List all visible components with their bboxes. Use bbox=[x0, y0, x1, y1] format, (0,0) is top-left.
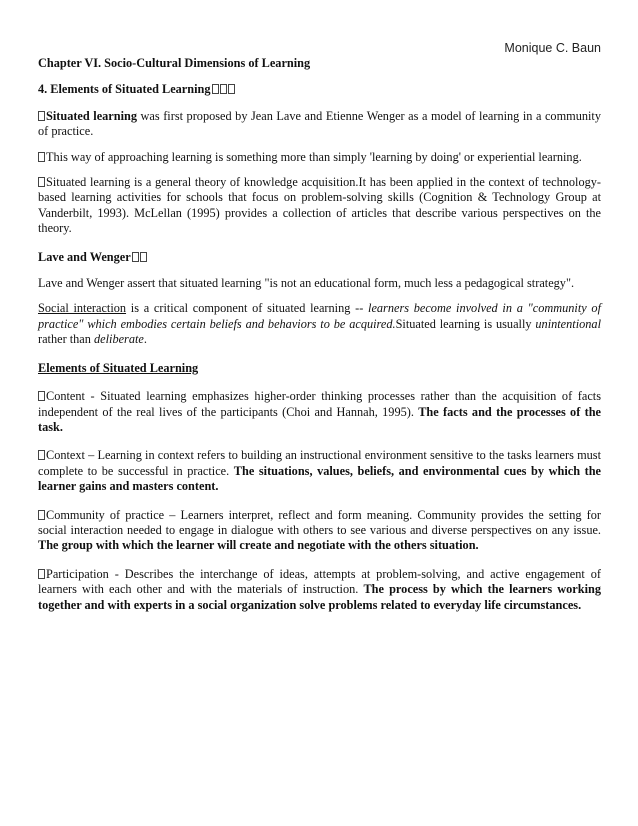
document-body bbox=[38, 56, 601, 623]
author-name: Monique C. Baun bbox=[504, 41, 601, 55]
missing-glyph-icon bbox=[38, 177, 45, 187]
missing-glyph-icons bbox=[212, 82, 236, 96]
element-text: Content - Situated learning emphasizes higher-order thinking processes rather than the acquisition of facts independent of the real lives of the participants (Choi and Hannah, 1995). bbox=[38, 389, 601, 419]
social-text-2: Situated learning is usually bbox=[395, 316, 536, 331]
missing-glyph-icon bbox=[38, 391, 45, 401]
intro-term: Situated learning bbox=[46, 108, 137, 123]
social-text-4: . bbox=[143, 332, 147, 347]
element-participation bbox=[38, 567, 601, 613]
element-community-of-practice bbox=[38, 508, 601, 554]
elements-heading-text: Elements of Situated Learning bbox=[38, 360, 199, 375]
approach-text: This way of approaching learning is something more than simply 'learning by doing' or experiential learning. bbox=[46, 149, 582, 164]
intro-text: was first proposed by Jean Lave and Etienne Wenger as a model of learning in a community of practice. bbox=[38, 108, 601, 139]
missing-glyph-icon bbox=[38, 450, 45, 460]
element-bold-text: The situations, values, beliefs, and environmental cues by which the learner gains and masters content. bbox=[38, 463, 602, 494]
social-text-3: rather than bbox=[38, 332, 94, 347]
missing-glyph-icon bbox=[38, 510, 45, 520]
lave-wenger-heading bbox=[38, 250, 601, 265]
social-interaction-paragraph bbox=[38, 301, 601, 347]
element-content bbox=[38, 389, 601, 435]
social-text-1: is a critical component of situated learning -- bbox=[126, 301, 369, 316]
section-title-text: 4. Elements of Situated Learning bbox=[38, 82, 211, 97]
element-text: Community of practice – Learners interpret, reflect and form meaning. Community provides the setting for social interaction needed to engage in dialogue with others to see various and diverse perspectives on any issue. bbox=[38, 507, 601, 537]
theory-text: Situated learning is a general theory of knowledge acquisition.It has been applied in the context of technology-based learning activities for schools that focus on problem-solving skills (Cognition & Technology Group at Vanderbilt, 1993). McLellan (1995) provides a collection of articles that describe various perspectives on the theory. bbox=[38, 175, 601, 236]
element-bold-text: The group with which the learner will create and negotiate with the others situation. bbox=[38, 538, 479, 553]
element-context bbox=[38, 448, 601, 494]
section-title bbox=[38, 82, 601, 97]
element-text: Participation - Describes the interchange of ideas, attempts at problem-solving, and active engagement of learners with each other and with the materials of instruction. bbox=[38, 566, 601, 597]
missing-glyph-icon bbox=[38, 152, 45, 162]
chapter-title: Chapter VI. Socio-Cultural Dimensions of Learning bbox=[38, 56, 311, 70]
theory-paragraph bbox=[38, 175, 601, 237]
lave-wenger-heading-text: Lave and Wenger bbox=[38, 249, 131, 264]
missing-glyph-icon bbox=[38, 569, 45, 579]
missing-glyph-icons bbox=[132, 250, 148, 264]
approach-paragraph bbox=[38, 150, 601, 165]
social-italic-1: learners become involved in a "community of practice" which embodies certain beliefs and behaviors to be acquired. bbox=[38, 301, 601, 331]
social-italic-2: unintentional bbox=[535, 316, 601, 331]
element-text: Context – Learning in context refers to building an instructional environment sensitive to the tasks learners must complete to be successful in practice. bbox=[38, 448, 601, 478]
elements-heading bbox=[38, 361, 601, 376]
element-bold-text: The process by which the learners working together and with experts in a social organization solve problems related to everyday life circumstances. bbox=[38, 582, 602, 612]
lave-wenger-assertion: Lave and Wenger assert that situated learning "is not an educational form, much less a pedagogical strategy". bbox=[38, 276, 575, 291]
element-bold-text: The facts and the processes of the task. bbox=[38, 404, 601, 434]
social-interaction-term: Social interaction bbox=[38, 301, 127, 316]
intro-paragraph bbox=[38, 109, 601, 140]
missing-glyph-icon bbox=[38, 111, 45, 121]
social-italic-3: deliberate bbox=[94, 332, 144, 347]
